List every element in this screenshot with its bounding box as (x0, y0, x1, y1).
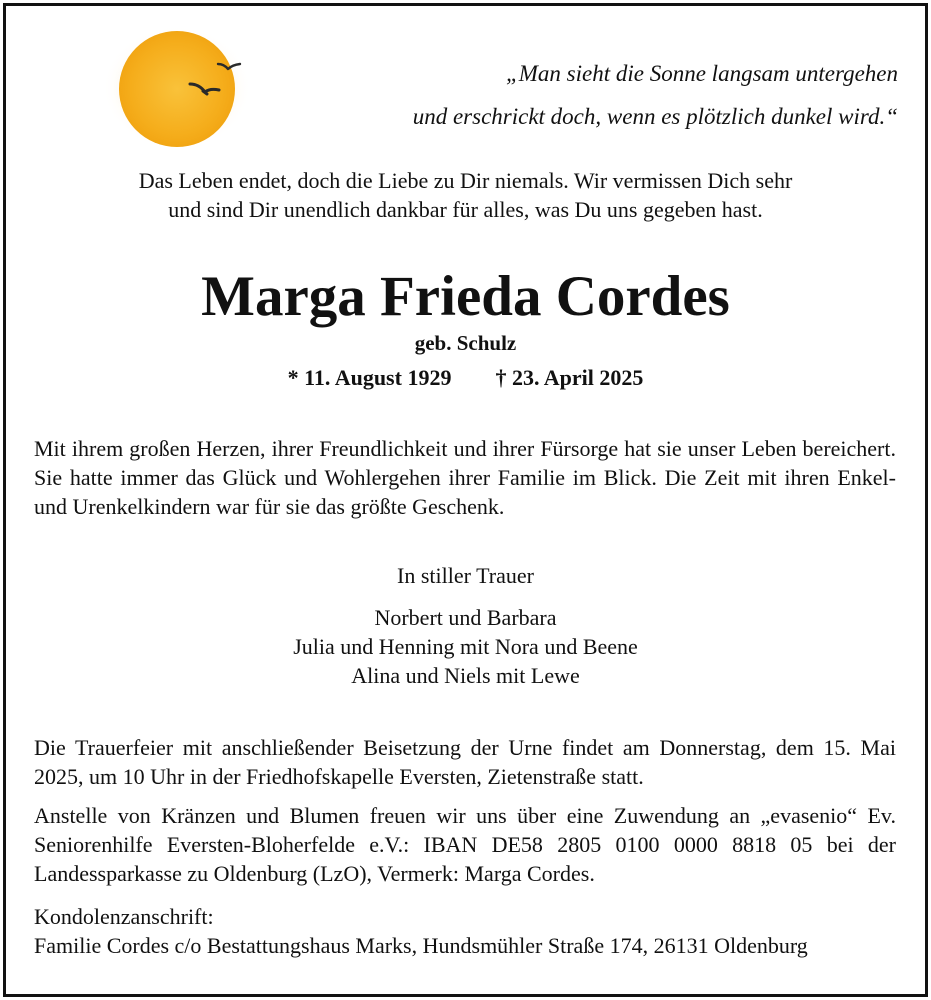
donation-paragraph: Anstelle von Kränzen und Blumen freuen wir uns über eine Zuwendung an „evasenio“ Ev. Seniorenhilfe Eversten-Bloherfelde e.V.: IBAN DE58 2805 0100 0000 8818 05 bei der Landessparkasse zu Oldenburg (LzO), Vermerk: Marga Cordes. (34, 803, 896, 886)
sunset-illustration (95, 22, 255, 152)
deceased-name: Marga Frieda Cordes (201, 265, 730, 328)
life-dates (0, 364, 931, 392)
tribute-paragraph: Mit ihrem großen Herzen, ihrer Freundlichkeit und ihrer Fürsorge hat sie unser Leben bereichert. Sie hatte immer das Glück und Wohlergehen ihrer Familie im Blick. Die Zeit mit ihren Enkel- und Urenkelkindern war für sie das größte Geschenk. (34, 436, 896, 519)
quote-line: „Man sieht die Sonne langsam untergehen (505, 61, 898, 86)
ceremony-paragraph: Die Trauerfeier mit anschließender Beisetzung der Urne findet am Donnerstag, dem 15. Mai 2025, um 10 Uhr in der Friedhofskapelle Eversten, Zietenstraße statt. (34, 735, 896, 789)
quote-block (413, 52, 898, 138)
condolence-block (34, 902, 896, 960)
intro-line: Das Leben endet, doch die Liebe zu Dir niemals. Wir vermissen Dich sehr (138, 168, 793, 193)
birth-name: geb. Schulz (414, 331, 517, 355)
mourner-name: Norbert und Barbara (374, 605, 557, 630)
mourners-list (0, 603, 931, 690)
intro-line: und sind Dir unendlich dankbar für alles, was Du uns gegeben hast. (168, 197, 763, 222)
mourning-heading: In stiller Trauer (397, 563, 534, 588)
mourner-name: Alina und Niels mit Lewe (351, 663, 580, 688)
mourner-name: Julia und Henning mit Nora und Beene (293, 634, 638, 659)
sun-icon (95, 22, 255, 152)
death-date: † 23. April 2025 (495, 365, 644, 390)
condolence-label: Kondolenzanschrift: (34, 904, 214, 929)
intro-text (0, 166, 931, 224)
birth-date: * 11. August 1929 (287, 365, 452, 390)
quote-line: und erschrickt doch, wenn es plötzlich dunkel wird.“ (412, 104, 898, 129)
condolence-address: Familie Cordes c/o Bestattungshaus Marks, Hundsmühler Straße 174, 26131 Oldenburg (34, 933, 808, 958)
